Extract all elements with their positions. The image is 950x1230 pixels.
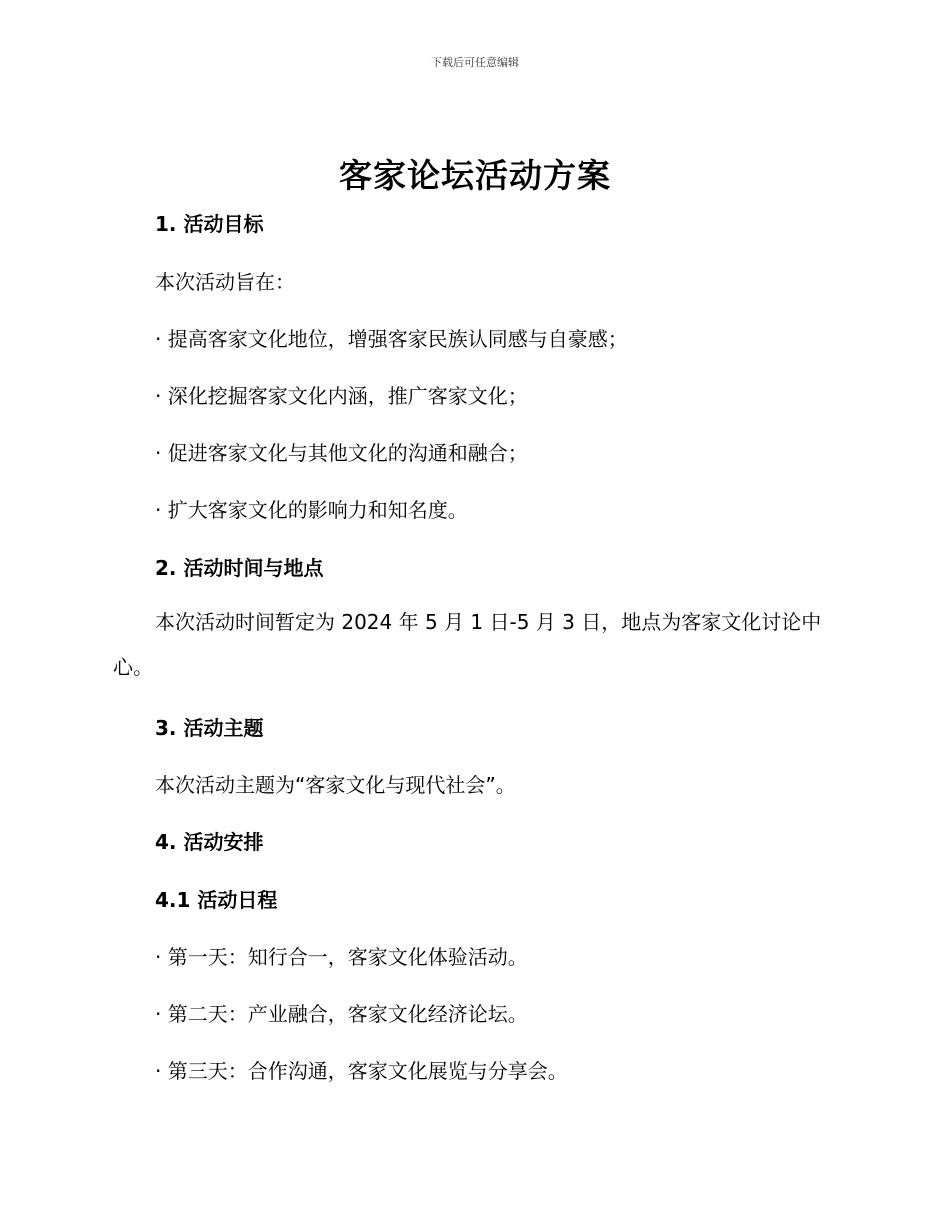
document-title: 客家论坛活动方案 <box>339 156 611 195</box>
section-1-bullet: · 促进客家文化与其他文化的沟通和融合； <box>155 441 528 465</box>
section-1-bullet: · 深化挖掘客家文化内涵，推广客家文化； <box>155 384 528 408</box>
section-2-body: 本次活动时间暂定为 2024 年 5 月 1 日-5 月 3 日，地点为客家文化讨论中心。 <box>113 610 822 679</box>
schedule-item: · 第一天：知行合一，客家文化体验活动。 <box>155 945 528 969</box>
section-3-body: 本次活动主题为“客家文化与现代社会”。 <box>155 773 516 797</box>
section-1-bullet: · 提高客家文化地位，增强客家民族认同感与自豪感； <box>155 327 628 351</box>
section-1-intro: 本次活动旨在： <box>155 270 295 294</box>
schedule-item: · 第三天：合作沟通，客家文化展览与分享会。 <box>155 1059 568 1083</box>
section-1-bullet: · 扩大客家文化的影响力和知名度。 <box>155 498 468 522</box>
page-header-note: 下载后可任意编辑 <box>431 56 519 69</box>
section-2-heading: 2. 活动时间与地点 <box>155 556 324 580</box>
section-4-heading: 4. 活动安排 <box>155 830 264 854</box>
section-1-heading: 1. 活动目标 <box>155 212 264 236</box>
section-4-1-heading: 4.1 活动日程 <box>155 888 278 912</box>
schedule-item: · 第二天：产业融合，客家文化经济论坛。 <box>155 1002 528 1026</box>
section-3-heading: 3. 活动主题 <box>155 716 264 740</box>
